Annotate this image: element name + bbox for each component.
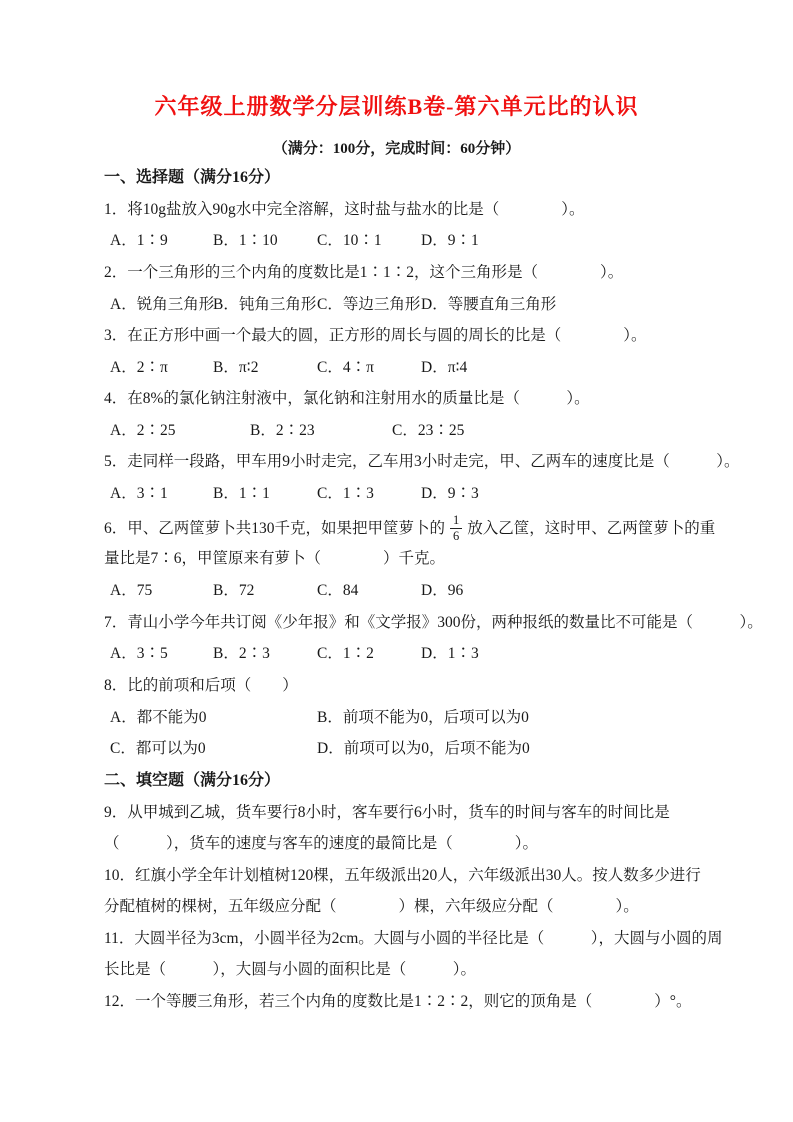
question-11-line1: 11．大圆半径为3cm，小圆半径为2cm。大圆与小圆的半径比是（ ），大圆与小圆的周 (104, 930, 723, 947)
exam-title: 六年级上册数学分层训练B卷-第六单元比的认识 (154, 94, 639, 119)
question-8-text: 8．比的前项和后项（ ） (104, 677, 298, 694)
question-3-options (110, 358, 730, 378)
question-12-text: 12．一个等腰三角形，若三个内角的度数比是1∶2∶2，则它的顶角是（ ）°。 (104, 993, 692, 1010)
option-b: B．1∶1 (213, 485, 270, 502)
question-3-text: 3．在正方形中画一个最大的圆，正方形的周长与圆的周长的比是（ ）。 (104, 327, 647, 344)
option-b: B．1∶10 (213, 232, 278, 249)
fraction-denominator: 6 (453, 529, 460, 543)
question-1-options (110, 231, 730, 251)
question-8-options-row2 (110, 739, 730, 759)
question-5-options (110, 484, 730, 504)
option-b: B．72 (213, 582, 255, 599)
exam-subtitle: （满分：100分，完成时间：60分钟） (272, 141, 521, 157)
option-a: A．都不能为0 (110, 709, 207, 726)
option-c: C．84 (317, 582, 359, 599)
option-d: D．9∶3 (421, 485, 479, 502)
option-a: A．锐角三角形 (110, 296, 215, 313)
option-b: B．钝角三角形 (213, 296, 317, 313)
option-d: D．前项可以为0，后项不能为0 (317, 740, 530, 757)
question-10-line1: 10．红旗小学全年计划植树120棵，五年级派出20人，六年级派出30人。按人数多少进行 (104, 867, 701, 884)
fraction-one-sixth (450, 513, 462, 544)
option-a: A．2∶25 (110, 422, 176, 439)
option-c: C．4∶π (317, 359, 374, 376)
option-d: D．9∶1 (421, 232, 479, 249)
question-2-options (110, 295, 730, 315)
option-c: C．1∶3 (317, 485, 374, 502)
option-c: C．10∶1 (317, 232, 382, 249)
question-9-line1: 9．从甲城到乙城，货车要行8小时，客车要行6小时，货车的时间与客车的时间比是 (104, 804, 670, 821)
option-b: B．前项不能为0，后项可以为0 (317, 709, 529, 726)
question-8-options-row1 (110, 708, 730, 728)
option-a: A．3∶1 (110, 485, 168, 502)
option-b: B．π∶2 (213, 359, 259, 376)
question-7-options (110, 644, 730, 664)
question-7-text: 7．青山小学今年共订阅《少年报》和《文学报》300份，两种报纸的数量比不可能是（ ）。 (104, 614, 763, 631)
option-d: D．π∶4 (421, 359, 468, 376)
option-a: A．2∶π (110, 359, 168, 376)
option-c: C．等边三角形 (317, 296, 421, 313)
option-a: A．1∶9 (110, 232, 168, 249)
option-c: C．都可以为0 (110, 740, 206, 757)
option-b: B．2∶3 (213, 645, 270, 662)
question-4-text: 4．在8%的氯化钠注射液中，氯化钠和注射用水的质量比是（ ）。 (104, 390, 590, 407)
question-4-options (110, 421, 730, 441)
option-d: D．96 (421, 582, 464, 599)
question-6-line2: 量比是7∶6，甲筐原来有萝卜（ ）千克。 (104, 550, 446, 567)
question-9-line2: （ ），货车的速度与客车的速度的最简比是（ ）。 (104, 835, 539, 852)
question-2-text: 2．一个三角形的三个内角的度数比是1∶1∶2，这个三角形是（ ）。 (104, 264, 624, 281)
option-d: D．1∶3 (421, 645, 479, 662)
option-b: B．2∶23 (250, 422, 315, 439)
option-a: A．75 (110, 582, 153, 599)
section-2-heading: 二、填空题（满分16分） (104, 772, 281, 789)
option-c: C．1∶2 (317, 645, 374, 662)
question-11-line2: 长比是（ ），大圆与小圆的面积比是（ ）。 (104, 961, 477, 978)
question-1-text: 1．将10g盐放入90g水中完全溶解，这时盐与盐水的比是（ ）。 (104, 201, 585, 218)
question-6-options (110, 581, 730, 601)
fraction-numerator: 1 (450, 513, 462, 529)
option-c: C．23∶25 (392, 422, 465, 439)
option-d: D．等腰直角三角形 (421, 296, 557, 313)
question-10-line2: 分配植树的棵树，五年级应分配（ ）棵，六年级应分配（ ）。 (104, 898, 639, 915)
question-6-text-before: 6．甲、乙两筐萝卜共130千克，如果把甲筐萝卜的 (104, 520, 446, 538)
question-6-line1 (104, 514, 715, 545)
question-6-text-after: 放入乙筐，这时甲、乙两筐萝卜的重 (467, 520, 716, 538)
question-5-text: 5．走同样一段路，甲车用9小时走完，乙车用3小时走完，甲、乙两车的速度比是（ ）。 (104, 453, 740, 470)
section-1-heading: 一、选择题（满分16分） (104, 169, 281, 186)
option-a: A．3∶5 (110, 645, 168, 662)
